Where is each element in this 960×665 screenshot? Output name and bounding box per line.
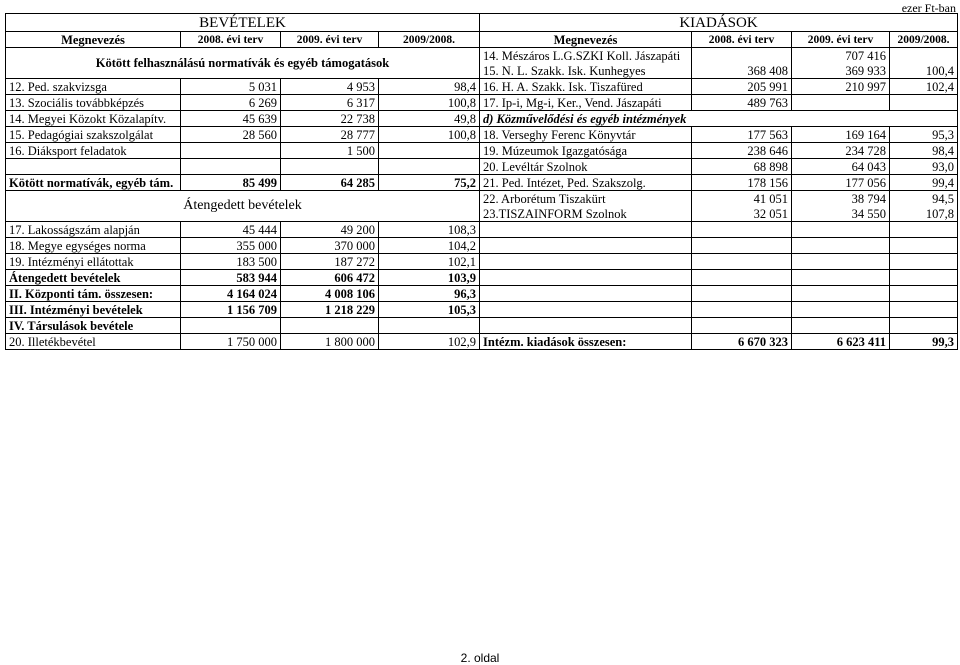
left-sum-atengedett-ratio: 103,9 [379, 270, 480, 286]
right-row-22-v2: 38 794 [792, 191, 890, 207]
left-row-ratio: 100,8 [379, 95, 480, 111]
left-sum-kotott-v1: 85 499 [181, 175, 281, 191]
left-row-v2: 4 953 [281, 79, 379, 95]
right-row-18-name: 18. Verseghy Ferenc Könyvtár [480, 127, 692, 143]
left-row-ratio: 49,8 [379, 111, 480, 127]
table-row [6, 111, 958, 127]
left-sum-atengedett-name: Átengedett bevételek [6, 270, 181, 286]
right-row-18-ratio: 95,3 [890, 127, 958, 143]
left-sum-intezmenyi-ratio: 105,3 [379, 302, 480, 318]
right-row-16-v1: 205 991 [692, 79, 792, 95]
section-heading-kozmuvelodesi: d) Közművelődési és egyéb intézmények [480, 111, 958, 127]
col-header-plan2008-right: 2008. évi terv [692, 32, 792, 48]
col-header-ratio: 2009/2008. [379, 32, 480, 48]
table-row [6, 79, 958, 95]
table-row [6, 95, 958, 111]
left-sum-intezmenyi-name: III. Intézményi bevételek [6, 302, 181, 318]
left-row-ratio: 102,1 [379, 254, 480, 270]
left-row-v2: 1 500 [281, 143, 379, 159]
left-sum-kotott-name: Kötött normatívák, egyéb tám. [6, 175, 181, 191]
right-row-23-ratio: 107,8 [890, 206, 958, 222]
right-row-19-v2: 234 728 [792, 143, 890, 159]
left-row-v1: 45 444 [181, 222, 281, 238]
right-row-19-ratio: 98,4 [890, 143, 958, 159]
right-row-15-name: 15. N. L. Szakk. Isk. Kunhegyes [480, 63, 692, 79]
left-sum-intezmenyi-v2: 1 218 229 [281, 302, 379, 318]
right-row-17-name: 17. Ip-i, Mg-i, Ker., Vend. Jászapáti [480, 95, 692, 111]
left-sum-kotott-ratio: 75,2 [379, 175, 480, 191]
right-row-22-ratio: 94,5 [890, 191, 958, 207]
left-row-v2: 370 000 [281, 238, 379, 254]
left-row-illetek-v2: 1 800 000 [281, 334, 379, 350]
right-row-18-v1: 177 563 [692, 127, 792, 143]
table-row [6, 175, 958, 191]
right-row-22-v1: 41 051 [692, 191, 792, 207]
left-sum-intezmenyi-v1: 1 156 709 [181, 302, 281, 318]
right-row-18-v2: 169 164 [792, 127, 890, 143]
right-row-15-v1: 368 408 [692, 63, 792, 79]
left-sum-kotott-v2: 64 285 [281, 175, 379, 191]
left-row-v1: 6 269 [181, 95, 281, 111]
table-row [6, 159, 958, 175]
table-row [6, 127, 958, 143]
left-sum-kozponti-v2: 4 008 106 [281, 286, 379, 302]
right-row-14-v2: 707 416 [792, 48, 890, 64]
left-row-v2: 49 200 [281, 222, 379, 238]
left-row-ratio: 98,4 [379, 79, 480, 95]
left-row-name: 15. Pedagógiai szakszolgálat [6, 127, 181, 143]
left-sum-atengedett-v1: 583 944 [181, 270, 281, 286]
right-row-23-v2: 34 550 [792, 206, 890, 222]
col-header-ratio-right: 2009/2008. [890, 32, 958, 48]
right-row-23-v1: 32 051 [692, 206, 792, 222]
page-number: 2. oldal [460, 651, 500, 665]
col-header-name-right: Megnevezés [480, 32, 692, 48]
left-row-v2: 187 272 [281, 254, 379, 270]
left-row-v1: 183 500 [181, 254, 281, 270]
col-header-plan2009-right: 2009. évi terv [792, 32, 890, 48]
left-row-ratio: 104,2 [379, 238, 480, 254]
left-title: BEVÉTELEK [6, 14, 480, 32]
right-row-21-v1: 178 156 [692, 175, 792, 191]
left-row-ratio: 108,3 [379, 222, 480, 238]
left-sum-atengedett-v2: 606 472 [281, 270, 379, 286]
right-row-20-ratio: 93,0 [890, 159, 958, 175]
table-row [6, 286, 958, 302]
left-row-name: 19. Intézményi ellátottak [6, 254, 181, 270]
table-row [6, 48, 958, 64]
right-row-22-name: 22. Arborétum Tiszakürt [480, 191, 692, 207]
left-row-v2: 6 317 [281, 95, 379, 111]
left-row-illetek-ratio: 102,9 [379, 334, 480, 350]
table-row [6, 270, 958, 286]
left-row-v1: 45 639 [181, 111, 281, 127]
right-row-19-name: 19. Múzeumok Igazgatósága [480, 143, 692, 159]
left-row-name: 18. Megye egységes norma [6, 238, 181, 254]
right-row-19-v1: 238 646 [692, 143, 792, 159]
left-row-v2: 28 777 [281, 127, 379, 143]
header-row [6, 32, 958, 48]
left-row-illetek-name: 20. Illetékbevétel [6, 334, 181, 350]
right-row-21-v2: 177 056 [792, 175, 890, 191]
table-row [6, 318, 958, 334]
right-row-17-v1: 489 763 [692, 95, 792, 111]
table-row [6, 222, 958, 238]
table-row [6, 191, 958, 207]
col-header-plan2008: 2008. évi terv [181, 32, 281, 48]
right-row-21-ratio: 99,4 [890, 175, 958, 191]
col-header-plan2009: 2009. évi terv [281, 32, 379, 48]
table-row [6, 302, 958, 318]
left-row-v1: 28 560 [181, 127, 281, 143]
left-sum-kozponti-ratio: 96,3 [379, 286, 480, 302]
left-row-name: 12. Ped. szakvizsga [6, 79, 181, 95]
table-row [6, 238, 958, 254]
right-total-v1: 6 670 323 [692, 334, 792, 350]
left-row-name: 13. Szociális továbbképzés [6, 95, 181, 111]
left-row-name: 17. Lakosságszám alapján [6, 222, 181, 238]
right-row-15-v2: 369 933 [792, 63, 890, 79]
left-sum-kozponti-v1: 4 164 024 [181, 286, 281, 302]
right-row-20-name: 20. Levéltár Szolnok [480, 159, 692, 175]
right-row-21-name: 21. Ped. Intézet, Ped. Szakszolg. [480, 175, 692, 191]
right-row-16-name: 16. H. A. Szakk. Isk. Tiszafüred [480, 79, 692, 95]
right-total-v2: 6 623 411 [792, 334, 890, 350]
right-row-15-ratio: 100,4 [890, 63, 958, 79]
right-row-14-name: 14. Mészáros L.G.SZKI Koll. Jászapáti [480, 48, 692, 64]
left-row-illetek-v1: 1 750 000 [181, 334, 281, 350]
table-row [6, 334, 958, 350]
right-total-name: Intézm. kiadások összesen: [480, 334, 692, 350]
unit-label: ezer Ft-ban [901, 1, 956, 15]
right-row-16-v2: 210 997 [792, 79, 890, 95]
left-row-v1: 355 000 [181, 238, 281, 254]
right-title: KIADÁSOK [480, 14, 958, 32]
right-total-ratio: 99,3 [890, 334, 958, 350]
right-row-16-ratio: 102,4 [890, 79, 958, 95]
right-row-23-name: 23.TISZAINFORM Szolnok [480, 206, 692, 222]
left-row-name: 14. Megyei Közokt Közalapítv. [6, 111, 181, 127]
section-heading-kotott: Kötött felhasználású normatívák és egyéb támogatások [6, 48, 480, 79]
left-row-v1: 5 031 [181, 79, 281, 95]
budget-table [5, 13, 958, 350]
section-heading-atengedett: Átengedett bevételek [6, 191, 480, 222]
left-sum-tarsulasok-name: IV. Társulások bevétele [6, 318, 181, 334]
right-row-20-v1: 68 898 [692, 159, 792, 175]
right-row-20-v2: 64 043 [792, 159, 890, 175]
title-row [6, 14, 958, 32]
col-header-name: Megnevezés [6, 32, 181, 48]
left-row-ratio: 100,8 [379, 127, 480, 143]
table-row [6, 143, 958, 159]
left-row-name: 16. Diáksport feladatok [6, 143, 181, 159]
left-sum-kozponti-name: II. Központi tám. összesen: [6, 286, 181, 302]
table-row [6, 254, 958, 270]
left-row-v2: 22 738 [281, 111, 379, 127]
